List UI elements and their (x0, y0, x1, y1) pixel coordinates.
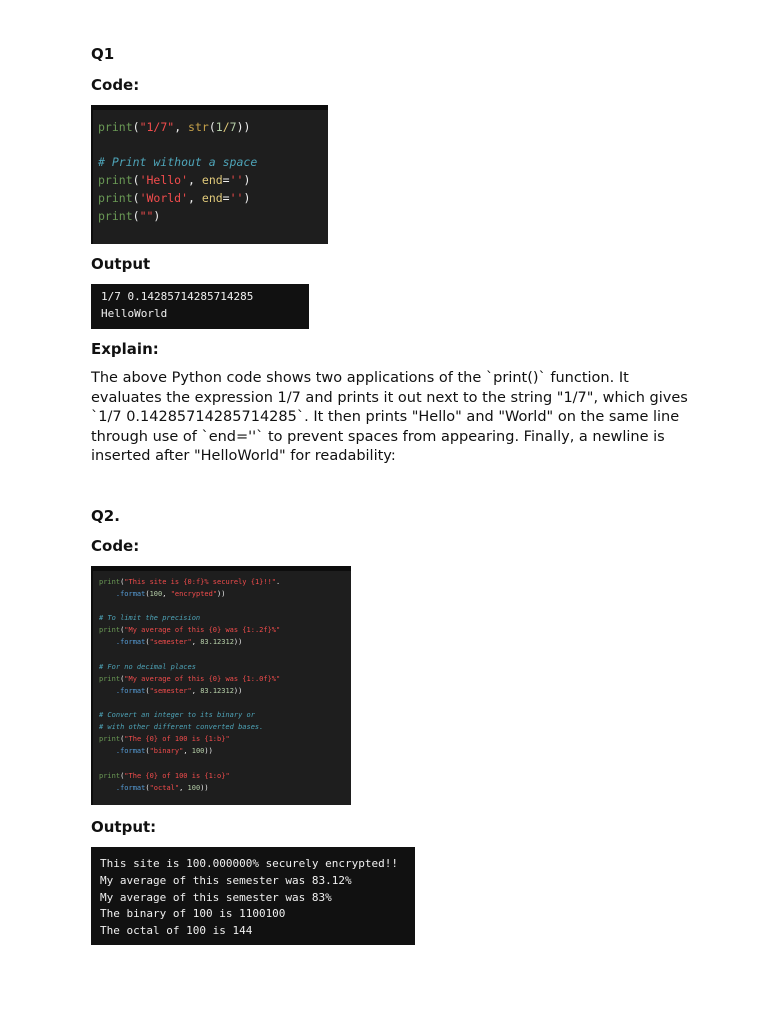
code-comment: # For no decimal places (99, 662, 196, 671)
code-line: print("The {0} of 100 is {1:b}" (99, 735, 230, 744)
q2-code-label: Code: (91, 537, 140, 555)
q2-heading: Q2. (91, 507, 120, 525)
output-line: This site is 100.000000% securely encrypted!! (100, 857, 399, 870)
code-line: .format("octal", 100)) (115, 783, 209, 792)
code-line: .format("semester", 83.12312)) (115, 686, 243, 695)
code-line: print("The {0} of 100 is {1:o}" (99, 771, 230, 780)
code-line: print("This site is {0:f}% securely {1}!!". (99, 578, 281, 586)
output-line: The binary of 100 is 1100100 (100, 907, 286, 921)
q1-output-label: Output (91, 255, 151, 273)
code-line: print("1/7", str(1/7)) (98, 120, 251, 134)
code-comment: # Print without a space (98, 155, 258, 170)
output-line: My average of this semester was 83.12% (100, 873, 352, 887)
q2-code-image (91, 566, 351, 805)
q2-output-label: Output: (91, 818, 157, 836)
code-line: print("") (98, 208, 161, 223)
code-line: print("My average of this {0} was {1:.0f}%" (99, 674, 281, 683)
output-line: HelloWorld (101, 307, 168, 320)
q1-explain-label: Explain: (91, 340, 159, 358)
code-line: .format("semester", 83.12312)) (115, 638, 243, 647)
q1-code-label: Code: (91, 76, 140, 94)
code-line: print('World', end='') (98, 190, 251, 205)
output-line: 1/7 0.14285714285714285 (101, 290, 254, 303)
code-line: .format("binary", 100)) (115, 747, 213, 756)
q1-code-image (91, 105, 328, 244)
code-line: .format(100, "encrypted")) (115, 590, 226, 599)
code-line: print('Hello', end='') (98, 173, 251, 188)
output-line: The octal of 100 is 144 (100, 924, 253, 938)
q1-heading: Q1 (91, 45, 115, 63)
q1-output-image (91, 284, 309, 329)
q1-explain-text: The above Python code shows two applications of the `print()` function. It evaluates the expression 1/7 and prints it out next to the string "1/7", which gives `1/7 0.14285714285714285`. It then prints "Hello" and "World" on the same line through use of `end=''` to prevent spaces from appearing. Finally, a newline is inserted after "HelloWorld" for readability: (91, 370, 688, 465)
output-line: My average of this semester was 83% (100, 890, 332, 904)
code-line: print("My average of this {0} was {1:.2f}%" (99, 626, 281, 635)
q2-output-image (91, 847, 415, 945)
code-comment: # Convert an integer to its binary or (99, 711, 255, 720)
code-comment: # with other different converted bases. (99, 723, 264, 732)
code-comment: # To limit the precision (99, 614, 201, 623)
